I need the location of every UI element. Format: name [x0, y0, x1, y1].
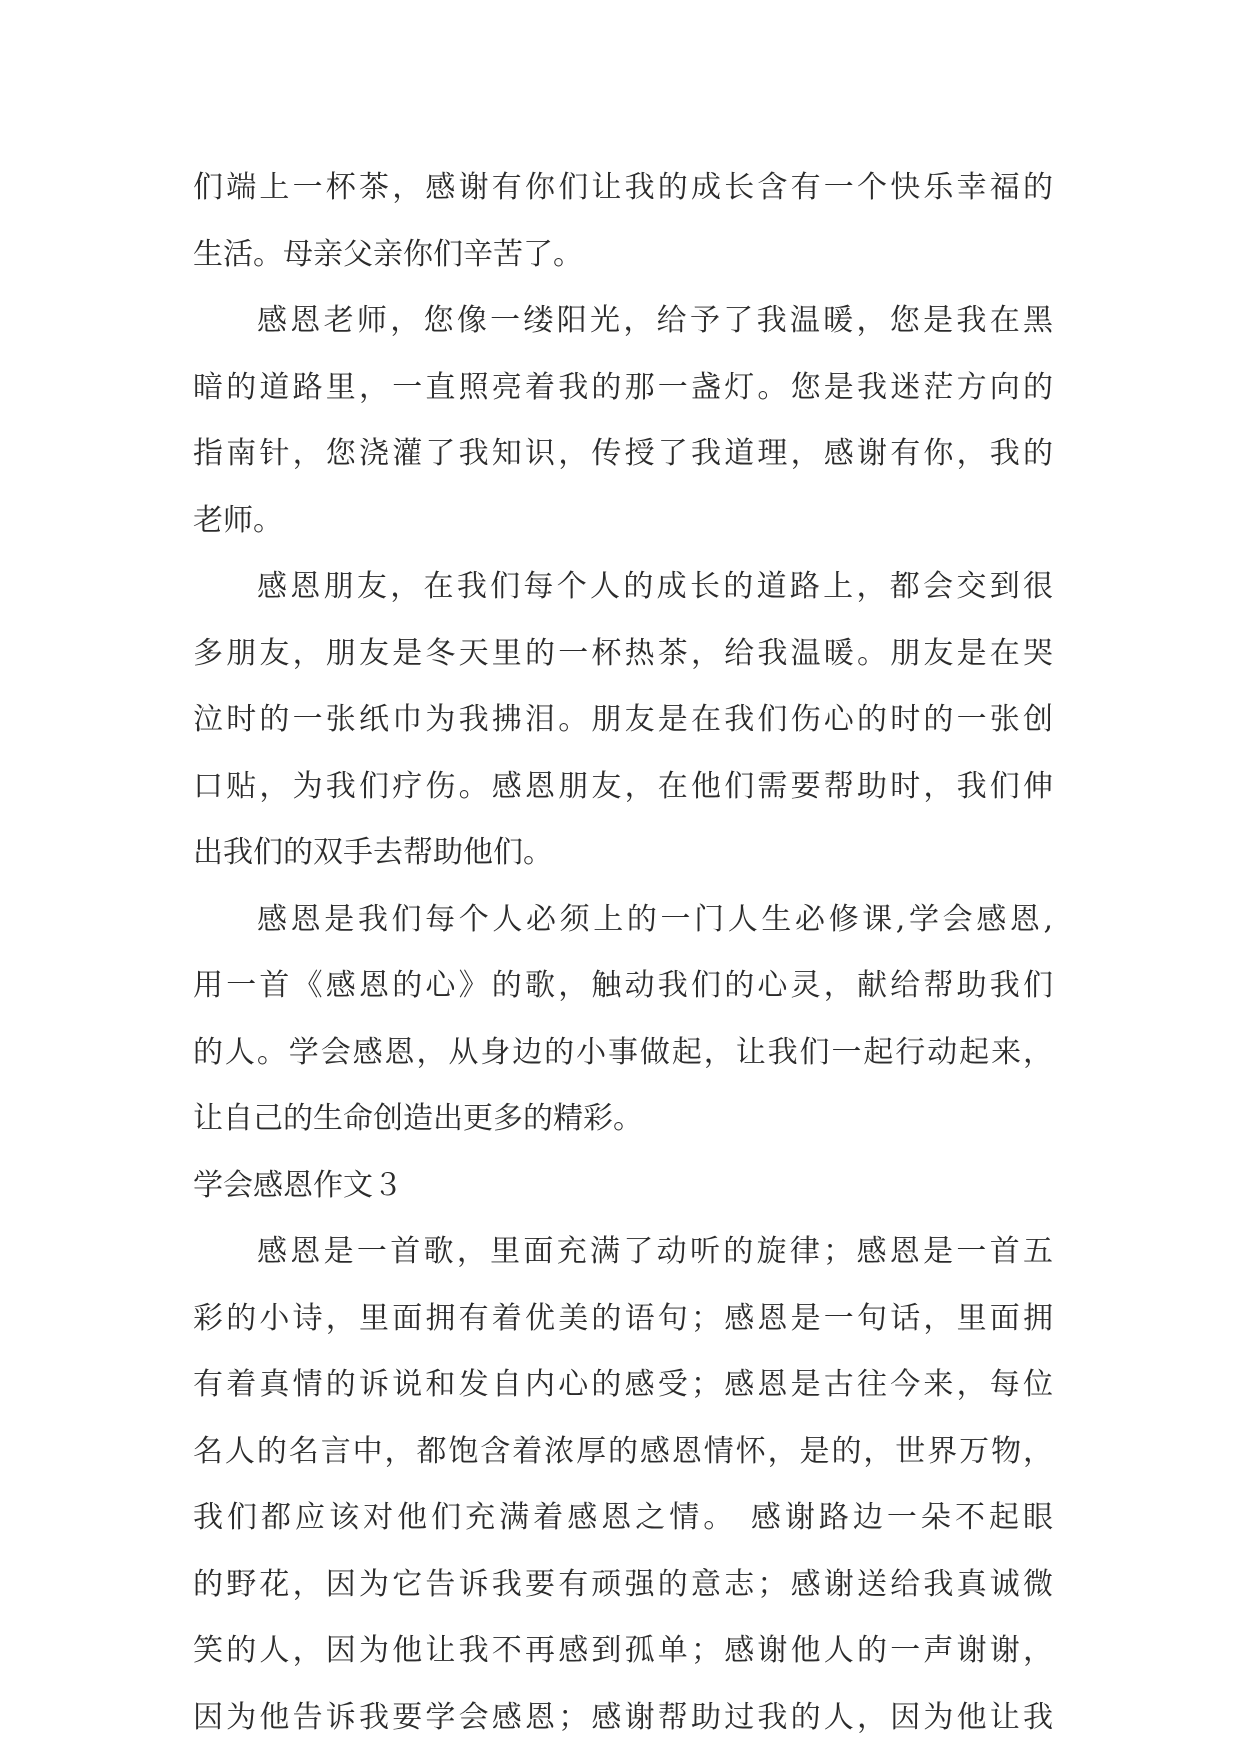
document-page	[193, 155, 1053, 1751]
text-line: 暗的道路里，一直照亮着我的那一盏灯。您是我迷茫方向的	[193, 369, 1053, 405]
text-line: 有着真情的诉说和发自内心的感受；感恩是古往今来，每位	[193, 1367, 1053, 1402]
text-line: 笑的人，因为他让我不再感到孤单；感谢他人的一声谢谢，	[193, 1633, 1053, 1668]
text-line: 泣时的一张纸巾为我拂泪。朋友是在我们伤心的时的一张创	[193, 702, 1053, 737]
text-line: 用一首《感恩的心》的歌，触动我们的心灵，献给帮助我们	[193, 968, 1053, 1003]
text-line: 的野花，因为它告诉我要有顽强的意志；感谢送给我真诚微	[193, 1566, 1053, 1602]
text-line: 们端上一杯茶，感谢有你们让我的成长含有一个快乐幸福的	[193, 170, 1053, 205]
paragraph-first-line: 感恩老师，您像一缕阳光，给予了我温暖，您是我在黑	[257, 303, 1053, 338]
text-line: 出我们的双手去帮助他们。	[193, 835, 553, 870]
text-line: 我们都应该对他们充满着感恩之情。 感谢路边一朵不起眼	[193, 1500, 1053, 1535]
text-line: 彩的小诗，里面拥有着优美的语句；感恩是一句话，里面拥	[193, 1300, 1053, 1336]
text-line: 因为他告诉我要学会感恩；感谢帮助过我的人，因为他让我	[193, 1699, 1053, 1735]
paragraph-first-line: 感恩朋友，在我们每个人的成长的道路上，都会交到很	[257, 569, 1053, 604]
text-line: 多朋友，朋友是冬天里的一杯热茶，给我温暖。朋友是在哭	[193, 635, 1053, 671]
text-line: 让自己的生命创造出更多的精彩。	[193, 1101, 643, 1136]
text-line: 名人的名言中，都饱含着浓厚的感恩情怀，是的，世界万物，	[193, 1433, 1053, 1469]
paragraph-first-line: 感恩是一首歌，里面充满了动听的旋律；感恩是一首五	[257, 1234, 1053, 1269]
text-line: 口贴，为我们疗伤。感恩朋友，在他们需要帮助时，我们伸	[193, 768, 1053, 804]
paragraph-first-line: 感恩是我们每个人必须上的一门人生必修课,学会感恩,	[257, 901, 1053, 937]
section-heading: 学会感恩作文３	[193, 1167, 403, 1203]
text-line: 老师。	[193, 502, 283, 538]
text-line: 的人。学会感恩，从身边的小事做起，让我们一起行动起来，	[193, 1034, 1053, 1070]
text-line: 生活。母亲父亲你们辛苦了。	[193, 236, 583, 272]
text-line: 指南针，您浇灌了我知识，传授了我道理，感谢有你，我的	[193, 436, 1053, 471]
